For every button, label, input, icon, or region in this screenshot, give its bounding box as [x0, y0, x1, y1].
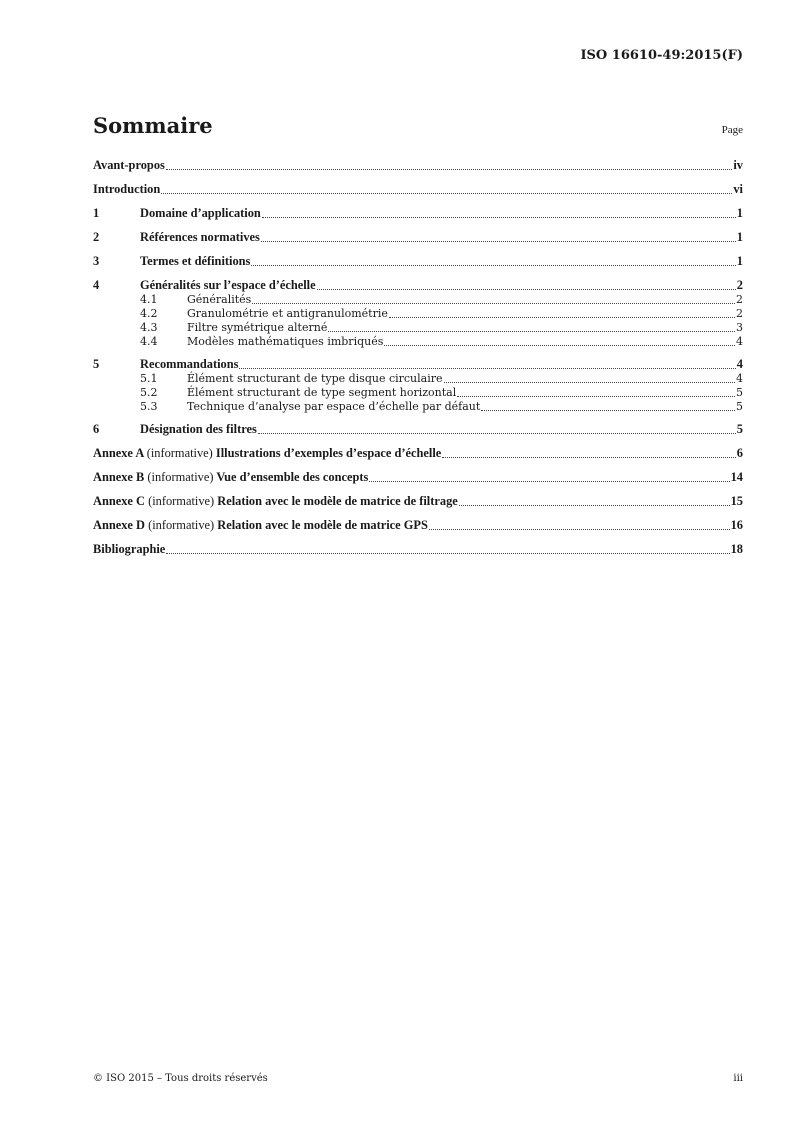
dot-leader: [481, 410, 735, 411]
toc-entry-number: 4: [93, 278, 100, 292]
dot-leader: [457, 396, 735, 397]
annex-qualifier: (informative): [146, 446, 213, 460]
toc-entry-clause-6[interactable]: [93, 422, 743, 437]
toc-entry-label: Avant-propos: [93, 158, 165, 172]
dot-leader: [328, 331, 735, 332]
dot-leader: [442, 457, 735, 458]
dot-leader: [258, 433, 736, 434]
toc-entry-label: Bibliographie: [93, 542, 166, 556]
annex-title: Vue d’ensemble des concepts: [216, 470, 369, 484]
table-of-contents: [93, 150, 743, 557]
page-number: iii: [733, 1073, 743, 1084]
dot-leader: [317, 289, 736, 290]
toc-entry-page: 4: [736, 357, 743, 371]
toc-entry-clause-3[interactable]: [93, 254, 743, 269]
copyright-notice: © ISO 2015 – Tous droits réservés: [93, 1073, 268, 1084]
toc-entry-subclause-5-2[interactable]: [93, 386, 743, 400]
toc-entry-page: 5: [736, 386, 743, 399]
toc-entry-annex-a[interactable]: [93, 446, 743, 461]
dot-leader: [429, 529, 730, 530]
toc-entry-label: Introduction: [93, 182, 161, 196]
toc-entry-page: 3: [736, 321, 743, 334]
toc-entry-label: [93, 518, 428, 533]
annex-title: Relation avec le modèle de matrice de filtrage: [217, 494, 458, 508]
title-row: [93, 113, 743, 138]
toc-entry-subclause-5-3[interactable]: [93, 400, 743, 414]
toc-entry-label: Granulométrie et antigranulométrie: [187, 307, 388, 320]
dot-leader: [369, 481, 729, 482]
document-id: ISO 16610-49:2015(F): [580, 48, 743, 63]
dot-leader: [166, 553, 729, 554]
toc-entry-clause-5[interactable]: [93, 357, 743, 372]
toc-entry-number: 5.3: [140, 400, 158, 413]
toc-entry-page: iv: [733, 158, 743, 172]
annex-title: Illustrations d’exemples d’espace d’échelle: [215, 446, 442, 460]
toc-entry-number: 4.4: [140, 335, 158, 348]
annex-qualifier: (informative): [147, 470, 214, 484]
toc-entry-clause-4[interactable]: [93, 278, 743, 293]
toc-entry-annex-d[interactable]: [93, 518, 743, 533]
toc-entry-label: [93, 446, 441, 461]
page-footer: [93, 1073, 743, 1084]
toc-entry-page: 1: [736, 206, 743, 220]
toc-entry-page: 5: [736, 400, 743, 413]
annex-prefix: Annexe B: [93, 470, 145, 484]
toc-entry-label: Technique d’analyse par espace d’échelle par défaut: [187, 400, 481, 413]
toc-entry-subclause-4-2[interactable]: [93, 307, 743, 321]
toc-entry-subclause-4-4[interactable]: [93, 335, 743, 349]
toc-entry-number: 5: [93, 357, 100, 371]
dot-leader: [239, 368, 735, 369]
toc-entry-annex-c[interactable]: [93, 494, 743, 509]
toc-entry-page: 2: [736, 278, 743, 292]
toc-entry-label: Généralités sur l’espace d’échelle: [140, 278, 316, 292]
toc-entry-page: 2: [736, 307, 743, 320]
toc-entry-label: Désignation des filtres: [140, 422, 257, 436]
toc-entry-clause-2[interactable]: [93, 230, 743, 245]
toc-entry-page: 5: [736, 422, 743, 436]
toc-entry-page: 6: [736, 446, 743, 460]
toc-entry-number: 2: [93, 230, 100, 244]
toc-entry-annex-b[interactable]: [93, 470, 743, 485]
toc-entry-label: Termes et définitions: [140, 254, 251, 268]
toc-entry-page: 14: [730, 470, 743, 484]
toc-entry-page: 18: [730, 542, 743, 556]
toc-entry-subclause-4-1[interactable]: [93, 293, 743, 307]
toc-entry-page: 1: [736, 254, 743, 268]
dot-leader: [161, 193, 732, 194]
dot-leader: [444, 382, 735, 383]
toc-entry-number: 5.2: [140, 386, 158, 399]
toc-entry-number: 1: [93, 206, 100, 220]
dot-leader: [389, 317, 735, 318]
toc-entry-page: vi: [733, 182, 743, 196]
annex-qualifier: (informative): [148, 494, 215, 508]
page-column-label: Page: [721, 124, 743, 136]
page-title: Sommaire: [93, 113, 213, 138]
annex-prefix: Annexe A: [93, 446, 144, 460]
toc-entry-clause-1[interactable]: [93, 206, 743, 221]
toc-entry-page: 2: [736, 293, 743, 306]
dot-leader: [261, 241, 736, 242]
toc-entry-page: 4: [736, 335, 743, 348]
toc-entry-page: 4: [736, 372, 743, 385]
toc-entry-page: 16: [730, 518, 743, 532]
dot-leader: [251, 265, 735, 266]
dot-leader: [262, 217, 736, 218]
toc-entry-number: 4.2: [140, 307, 158, 320]
annex-title: Relation avec le modèle de matrice GPS: [217, 518, 428, 532]
toc-entry-number: 6: [93, 422, 100, 436]
toc-entry-label: Élément structurant de type disque circulaire: [187, 372, 443, 385]
toc-entry-introduction[interactable]: [93, 182, 743, 197]
dot-leader: [459, 505, 730, 506]
dot-leader: [252, 303, 735, 304]
toc-entry-label: Élément structurant de type segment horizontal: [187, 386, 457, 399]
toc-entry-number: 3: [93, 254, 100, 268]
toc-entry-page: 15: [730, 494, 743, 508]
toc-entry-label: Généralités: [187, 293, 252, 306]
toc-entry-page: 1: [736, 230, 743, 244]
toc-entry-label: Références normatives: [140, 230, 260, 244]
annex-qualifier: (informative): [148, 518, 215, 532]
toc-entry-number: 4.1: [140, 293, 158, 306]
toc-entry-label: Filtre symétrique alterné: [187, 321, 328, 334]
toc-entry-subclause-5-1[interactable]: [93, 372, 743, 386]
annex-prefix: Annexe D: [93, 518, 145, 532]
toc-entry-bibliographie[interactable]: [93, 542, 743, 557]
annex-prefix: Annexe C: [93, 494, 145, 508]
dot-leader: [384, 345, 735, 346]
toc-entry-number: 4.3: [140, 321, 158, 334]
toc-entry-label: [93, 470, 368, 485]
toc-entry-label: [93, 494, 458, 509]
toc-entry-avant-propos[interactable]: [93, 158, 743, 173]
toc-entry-number: 5.1: [140, 372, 158, 385]
dot-leader: [166, 169, 733, 170]
toc-entry-label: Modèles mathématiques imbriqués: [187, 335, 384, 348]
toc-entry-subclause-4-3[interactable]: [93, 321, 743, 335]
toc-entry-label: Domaine d’application: [140, 206, 261, 220]
toc-entry-label: Recommandations: [140, 357, 239, 371]
